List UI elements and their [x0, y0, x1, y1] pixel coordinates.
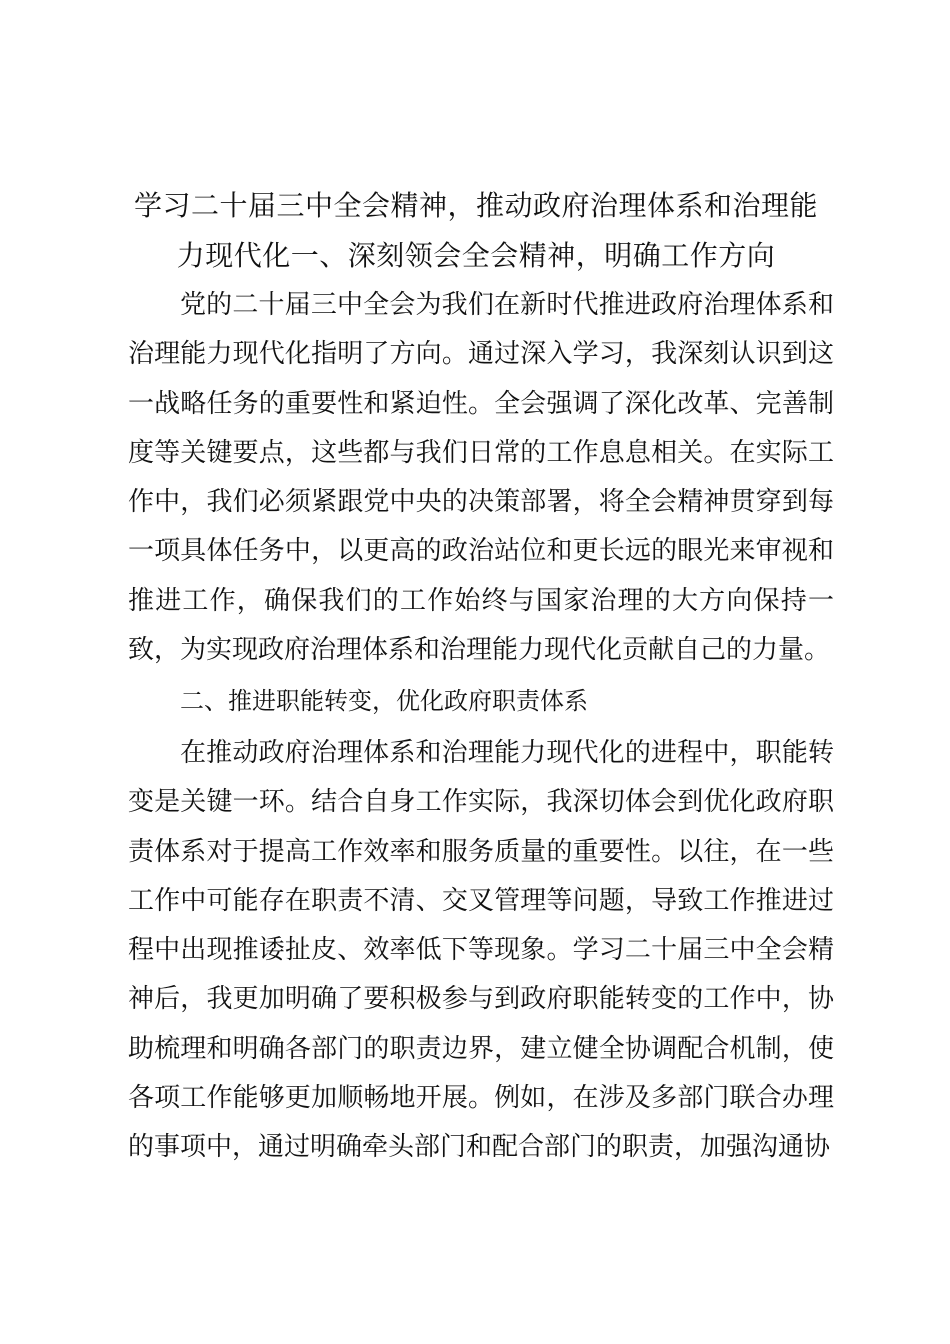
paragraph-1: 党的二十届三中全会为我们在新时代推进政府治理体系和治理能力现代化指明了方向。通过深入学习，我深刻认识到这一战略任务的重要性和紧迫性。全会强调了深化改革、完善制度等关键要点，这些都与我们日常的工作息息相关。在实际工作中，我们必须紧跟党中央的决策部署，将全会精神贯穿到每一项具体任务中，以更高的政治站位和更长远的眼光来审视和推进工作，确保我们的工作始终与国家治理的大方向保持一致，为实现政府治理体系和治理能力现代化贡献自己的力量。	[128, 290, 834, 666]
paragraph-2: 在推动政府治理体系和治理能力现代化的进程中，职能转变是关键一环。结合自身工作实际，我深切体会到优化政府职责体系对于提高工作效率和服务质量的重要性。以往，在一些工作中可能存在职责不清、交叉管理等问题，导致工作推进过程中出现推诿扯皮、效率低下等现象。学习二十届三中全会精神后，我更加明确了要积极参与到政府职能转变的工作中，协助梳理和明确各部门的职责边界，建立健全协调配合机制，使各项工作能够更加顺畅地开展。例如，在涉及多部门联合办理的事项中，通过明确牵头部门和配合部门的职责，加强沟通协	[128, 738, 834, 1163]
document-title: 学习二十届三中全会精神，推动政府治理体系和治理能力现代化一、深刻领会全会精神，明确工作方向	[133, 189, 818, 272]
section-2-heading: 二、推进职能转变，优化政府职责体系	[180, 687, 588, 715]
